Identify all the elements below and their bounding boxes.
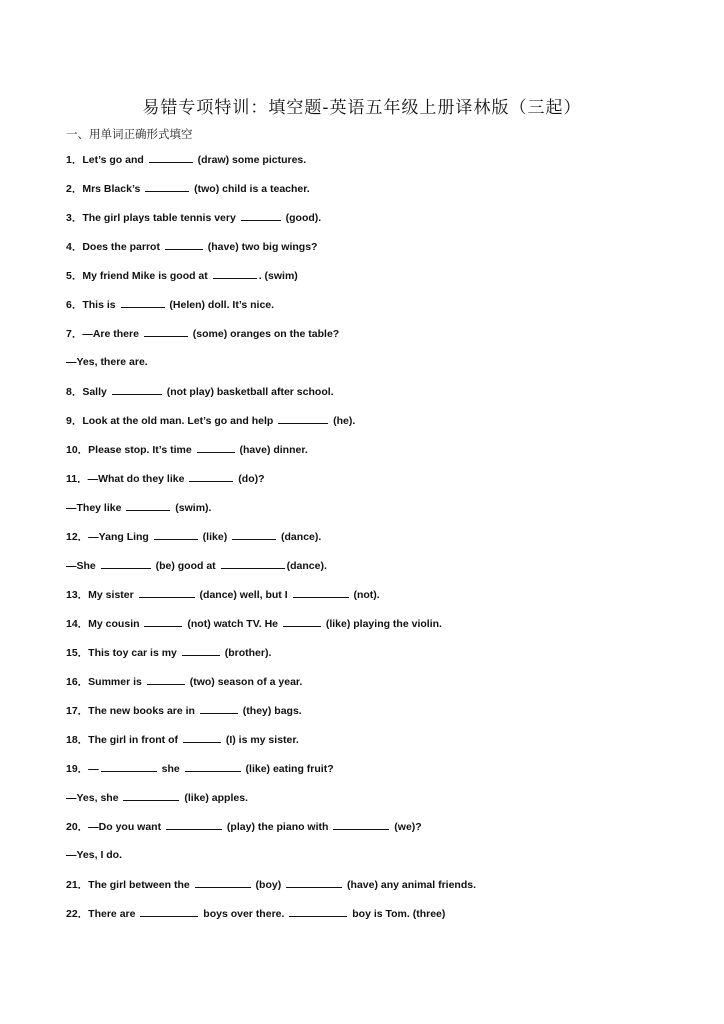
answer-blank[interactable] [195, 876, 251, 888]
question-line: 1．Let’s go and (draw) some pictures. [66, 151, 306, 167]
question-line: 5．My friend Mike is good at . (swim) [66, 267, 298, 283]
question-line: 13．My sister (dance) well, but I (not). [66, 586, 380, 602]
answer-blank[interactable] [189, 470, 233, 482]
answer-blank[interactable] [101, 557, 151, 569]
answer-blank[interactable] [165, 238, 203, 250]
question-line: 2．Mrs Black’s (two) child is a teacher. [66, 180, 310, 196]
question-line: 12．—Yang Ling (like) (dance). [66, 528, 321, 544]
answer-blank[interactable] [200, 702, 238, 714]
answer-blank[interactable] [121, 296, 165, 308]
answer-blank[interactable] [293, 586, 349, 598]
answer-blank[interactable] [140, 905, 198, 917]
answer-line: —Yes, there are. [66, 356, 148, 368]
question-line: 3．The girl plays table tennis very (good). [66, 209, 321, 225]
answer-line: —They like (swim). [66, 499, 211, 515]
answer-blank[interactable] [185, 760, 241, 772]
answer-blank[interactable] [154, 528, 198, 540]
answer-line: —She (be) good at (dance). [66, 557, 327, 573]
answer-blank[interactable] [149, 151, 193, 163]
answer-blank[interactable] [101, 760, 157, 772]
question-line: 15．This toy car is my (brother). [66, 644, 271, 660]
answer-blank[interactable] [126, 499, 170, 511]
answer-line: —Yes, she (like) apples. [66, 789, 248, 805]
answer-blank[interactable] [182, 644, 220, 656]
question-line: 19．— she (like) eating fruit? [66, 760, 334, 776]
answer-blank[interactable] [232, 528, 276, 540]
answer-blank[interactable] [197, 441, 235, 453]
question-line: 20．—Do you want (play) the piano with (we)? [66, 818, 422, 834]
question-line: 4．Does the parrot (have) two big wings? [66, 238, 317, 254]
question-line: 22．There are boys over there. boy is Tom. (three) [66, 905, 445, 921]
section-heading: 一、用单词正确形式填空 [66, 127, 193, 141]
answer-blank[interactable] [144, 615, 182, 627]
answer-blank[interactable] [123, 789, 179, 801]
answer-blank[interactable] [241, 209, 281, 221]
answer-blank[interactable] [333, 818, 389, 830]
answer-blank[interactable] [289, 905, 347, 917]
page-title: 易错专项特训：填空题-英语五年级上册译林版（三起） [142, 98, 582, 118]
question-line: 18．The girl in front of (I) is my sister. [66, 731, 299, 747]
answer-blank[interactable] [112, 383, 162, 395]
answer-blank[interactable] [166, 818, 222, 830]
answer-blank[interactable] [183, 731, 221, 743]
answer-blank[interactable] [147, 673, 185, 685]
question-line: 8．Sally (not play) basketball after school. [66, 383, 334, 399]
question-line: 21．The girl between the (boy) (have) any animal friends. [66, 876, 476, 892]
answer-blank[interactable] [221, 557, 285, 569]
question-line: 9．Look at the old man. Let’s go and help (he). [66, 412, 355, 428]
question-line: 16．Summer is (two) season of a year. [66, 673, 302, 689]
answer-blank[interactable] [139, 586, 195, 598]
question-line: 11．—What do they like (do)? [66, 470, 265, 486]
question-line: 17．The new books are in (they) bags. [66, 702, 302, 718]
question-line: 7．—Are there (some) oranges on the table? [66, 325, 339, 341]
answer-blank[interactable] [213, 267, 257, 279]
answer-blank[interactable] [278, 412, 328, 424]
answer-blank[interactable] [283, 615, 321, 627]
answer-blank[interactable] [144, 325, 188, 337]
question-line: 14．My cousin (not) watch TV. He (like) playing the violin. [66, 615, 442, 631]
question-line: 10．Please stop. It’s time (have) dinner. [66, 441, 308, 457]
question-line: 6．This is (Helen) doll. It’s nice. [66, 296, 274, 312]
answer-blank[interactable] [145, 180, 189, 192]
answer-blank[interactable] [286, 876, 342, 888]
answer-line: —Yes, I do. [66, 849, 123, 861]
